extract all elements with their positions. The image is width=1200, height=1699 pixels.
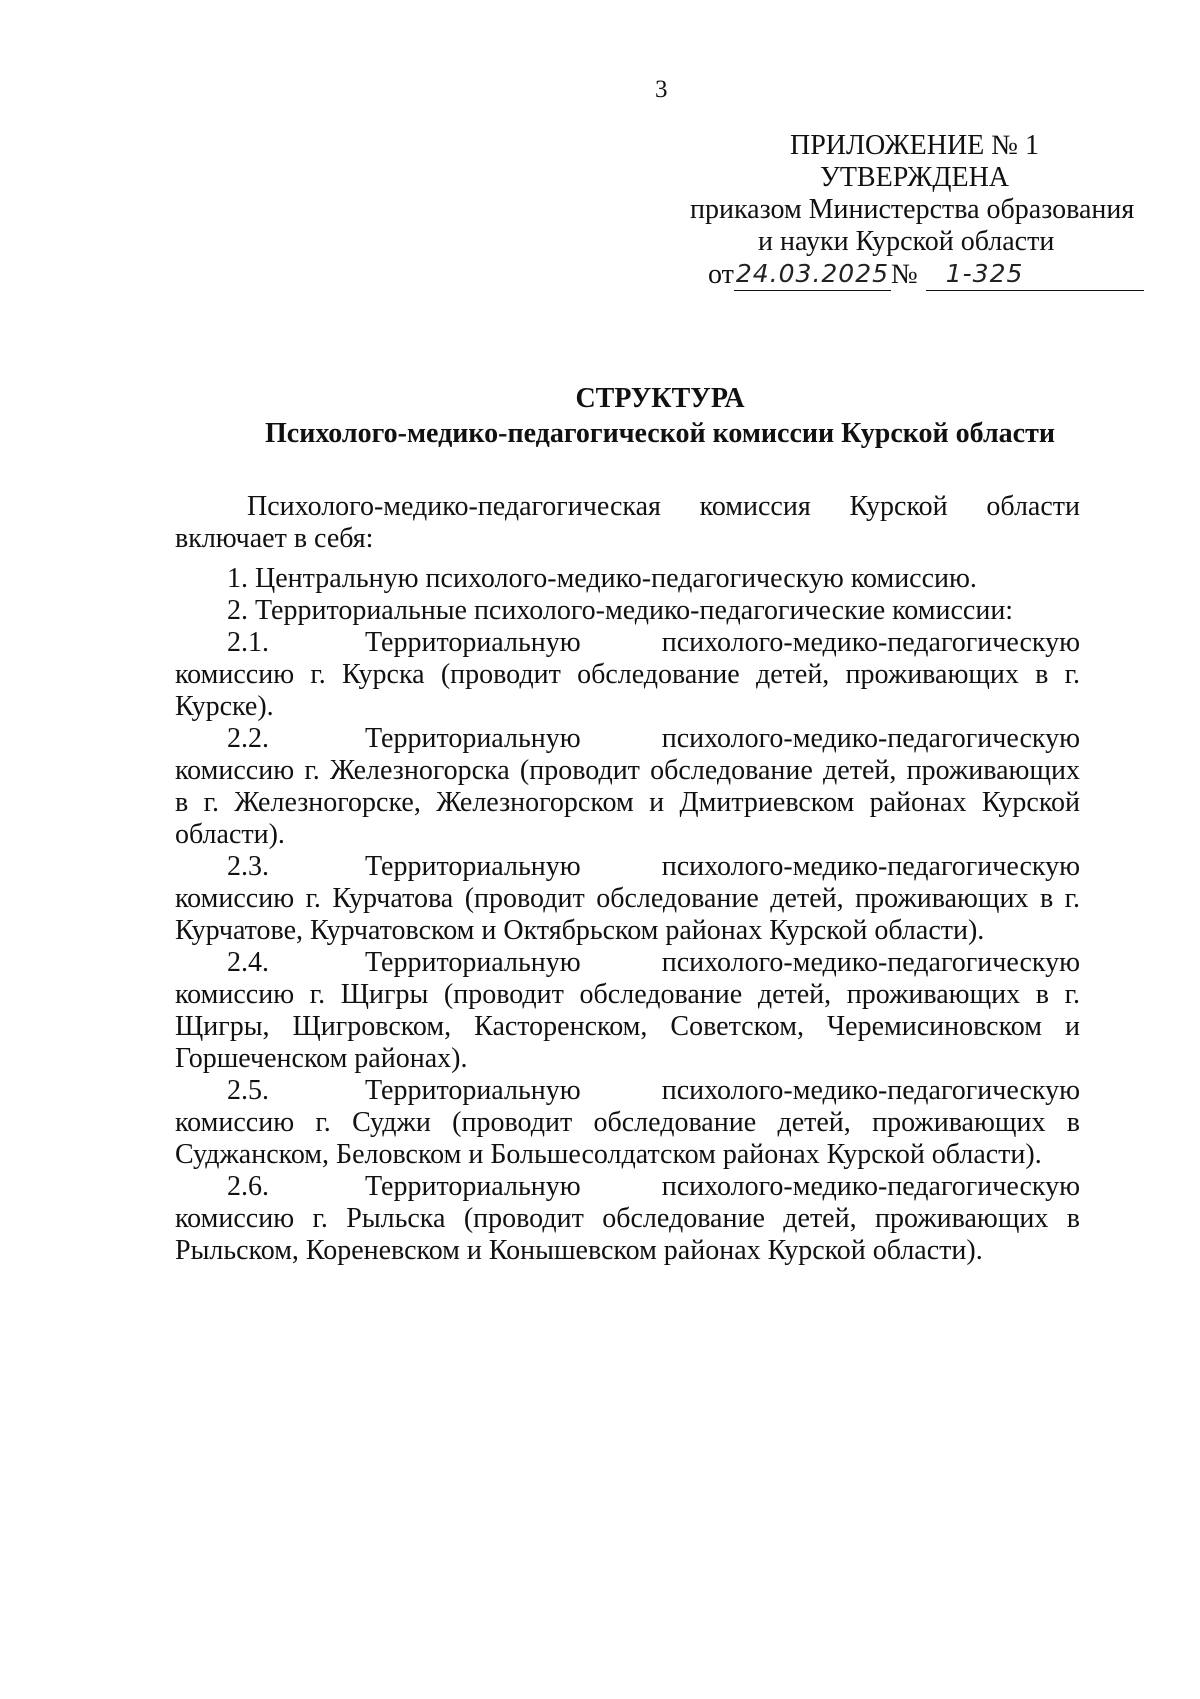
order-date-handwritten: 24.03.2025 [735,259,890,288]
item-word: Территориальную [365,723,581,754]
item-word: психолого-медико-педагогическую [661,1075,1080,1106]
item-number: 2.6. [227,1171,269,1202]
intro-word: области [986,491,1080,522]
intro-paragraph [175,491,1080,555]
item-word: Территориальную [365,1171,581,1202]
item-text: комиссию г. Щигры (проводит обследование детей, проживающих в г. Щигры, Щигровском, Касторенском, Советском, Черемисиновском и Горшеченском районах). [175,979,1080,1074]
item-number: 2.2. [227,723,269,754]
document-body [175,491,1080,1267]
order-number-field [926,258,1144,291]
intro-word: Психолого-медико-педагогическая [247,491,661,522]
item-text: комиссию г. Курчатова (проводит обследование детей, проживающих в г. Курчатове, Курчатовском и Октябрьском районах Курской области). [175,883,1080,946]
item-text: комиссию г. Рыльска (проводит обследование детей, проживающих в Рыльском, Кореневском и Конышевском районах Курской области). [175,1203,1080,1266]
item-text: комиссию г. Суджи (проводит обследование детей, проживающих в Суджанском, Беловском и Большесолдатском районах Курской области). [175,1107,1080,1170]
item-word: Территориальную [365,851,581,882]
list-item [175,627,1080,723]
list-item [175,1075,1080,1171]
point-territorial-commissions: 2. Территориальные психолого-медико-педагогические комиссии: [227,595,1014,626]
item-number: 2.3. [227,851,269,882]
from-label: от [708,259,734,290]
document-subtitle: Психолого-медико-педагогической комиссии Курской области [265,418,1055,449]
point-central-commission: 1. Центральную психолого-медико-педагогическую комиссию. [227,563,977,594]
item-number: 2.4. [227,947,269,978]
list-item [175,947,1080,1075]
list-item [175,1171,1080,1267]
list-item [175,851,1080,947]
intro-rest: включает в себя: [175,523,374,554]
document-title: СТРУКТУРА [575,383,745,414]
appendix-label: ПРИЛОЖЕНИЕ № 1 [790,130,1039,161]
item-number: 2.1. [227,627,269,658]
item-word: Территориальную [365,1075,581,1106]
item-number: 2.5. [227,1075,269,1106]
item-word: психолого-медико-педагогическую [661,947,1080,978]
intro-word: Курской [849,491,948,522]
order-number-handwritten: 1-325 [945,259,1024,288]
item-text: комиссию г. Курска (проводит обследование детей, проживающих в г. Курске). [175,659,1080,722]
order-line: приказом Министерства образования [690,194,1135,225]
item-word: психолого-медико-педагогическую [661,851,1080,882]
intro-word: комиссия [699,491,811,522]
ministry-line: и науки Курской области [758,226,1055,257]
item-word: психолого-медико-педагогическую [661,1171,1080,1202]
item-word: психолого-медико-педагогическую [661,723,1080,754]
approved-label: УТВЕРЖДЕНА [820,162,1010,193]
item-word: Территориальную [365,627,581,658]
number-label: № [891,259,918,290]
item-text: комиссию г. Железногорска (проводит обследование детей, проживающих в г. Железногорске, Железногорском и Дмитриевском районах Курской области). [175,755,1080,850]
order-date-field [734,258,891,291]
item-word: Территориальную [365,947,581,978]
page-number: 3 [655,76,668,103]
item-word: психолого-медико-педагогическую [661,627,1080,658]
list-item [175,723,1080,851]
order-date-number-line [708,258,1144,291]
